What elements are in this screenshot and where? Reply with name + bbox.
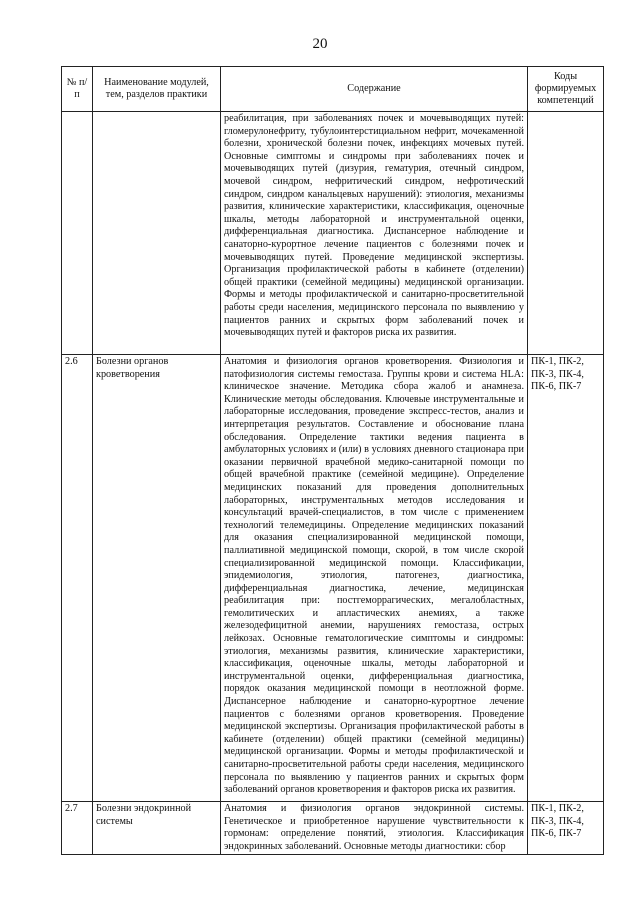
header-module: Наименование модулей, тем, разделов практики — [93, 67, 221, 112]
row-content: Анатомия и физиология органов кроветворения. Физиология и патофизиология системы гемостаза. Группы крови и система HLA: клиническое значение. Методика сбора жалоб и анамнеза. Клинические методы обследования. Ключевые инструментальные и лабораторные исследования, проведение экспресс-тестов, анализ и интерпретация результатов. Составление и обоснование плана обследования. Определение тактики ведения пациента в амбулаторных условиях и (или) в условиях дневного стационара при оказании первичной врачебной медико-санитарной помощи по общей врачебной практике (семейной медицине). Определение медицинских показаний для проведения дополнительных лабораторных, инструментальных методов исследования и консультаций врачей-специалистов, в том числе с применением технологий телемедицины. Определение медицинских показаний для оказания специализированной медицинской помощи, паллиативной медицинской помощи, скорой, в том числе скорой специализированной медицинской помощи. Классификации, эпидемиология, этиология, патогенез, диагностика, дифференциальная диагностика, лечение, медицинская реабилитация при: постгеморрагических, мегалобластных, гемолитических и апластических анемиях, а также железодефицитной анемии, нарушениях гемостаза, острых лейкозах. Основные гематологические симптомы и синдромы: этиология, механизмы развития, клинические характеристики, классификация, оценочные шкалы, методы лабораторной и инструментальной оценки, дифференциальная диагностика, порядок оказания медицинской помощи в неотложной форме. Диспансерное наблюдение и санаторно-курортное лечение пациентов с болезнями органов кроветворения. Проведение медицинской экспертизы. Организация профилактической работы в кабинете (отделении) общей практики (семейной медицины) медицинской организации. Формы и методы профилактической и санитарно-просветительной работы среди населения, медицинского персонала по выявлению у пациентов ранних и скрытых форм заболеваний органов кроветворения и факторов риска их развития. — [221, 355, 528, 802]
table-row — [62, 355, 604, 802]
header-codes: Коды формируемых компетенций — [528, 67, 604, 112]
table-row — [62, 112, 604, 355]
header-content: Содержание — [221, 67, 528, 112]
row-module — [93, 112, 221, 355]
row-num: 2.6 — [62, 355, 93, 802]
row-codes: ПК-1, ПК-2, ПК-3, ПК-4, ПК-6, ПК-7 — [528, 355, 604, 802]
row-module: Болезни органов кроветворения — [93, 355, 221, 802]
header-num: № п/п — [62, 67, 93, 112]
page-number: 20 — [312, 36, 328, 52]
row-content: реабилитация, при заболеваниях почек и мочевыводящих путей: гломерулонефриту, тубулоинтерстициальном нефрит, мочекаменной болезни, хронической болезни почек, инфекциях мочевых путей. Основные симптомы и синдромы при заболеваниях почек и мочевыводящих путей (дизурия, гематурия, отечный синдром, мочевой синдром, нефритический синдром, нефротический синдром, синдром канальцевых нарушений): этиология, механизмы развития, клинические характеристики, классификация, оценочные шкалы, методы лабораторной и инструментальной оценки, дифференциальная диагностика. Диспансерное наблюдение и санаторно-курортное лечение пациентов с болезнями почек и мочевыводящих путей. Проведение медицинской экспертизы. Организация профилактической работы в кабинете (отделении) общей практики (семейной медицины) медицинской организации. Формы и методы профилактической и санитарно-просветительной работы среди населения, медицинского персонала по выявлению у пациентов ранних и скрытых форм заболеваний почек и мочевыводящих путей и факторов риска их развития. — [221, 112, 528, 355]
row-codes: ПК-1, ПК-2, ПК-3, ПК-4, ПК-6, ПК-7 — [528, 802, 604, 855]
row-num — [62, 112, 93, 355]
row-module: Болезни эндокринной системы — [93, 802, 221, 855]
curriculum-table — [61, 66, 604, 855]
table-row — [62, 802, 604, 855]
row-content: Анатомия и физиология органов эндокринной системы. Генетическое и приобретенное нарушение чувствительности к гормонам: определение понятий, этиология. Классификация эндокринных заболеваний. Основные методы диагностики: сбор — [221, 802, 528, 855]
table-header-row — [62, 67, 604, 112]
row-codes — [528, 112, 604, 355]
row-num: 2.7 — [62, 802, 93, 855]
